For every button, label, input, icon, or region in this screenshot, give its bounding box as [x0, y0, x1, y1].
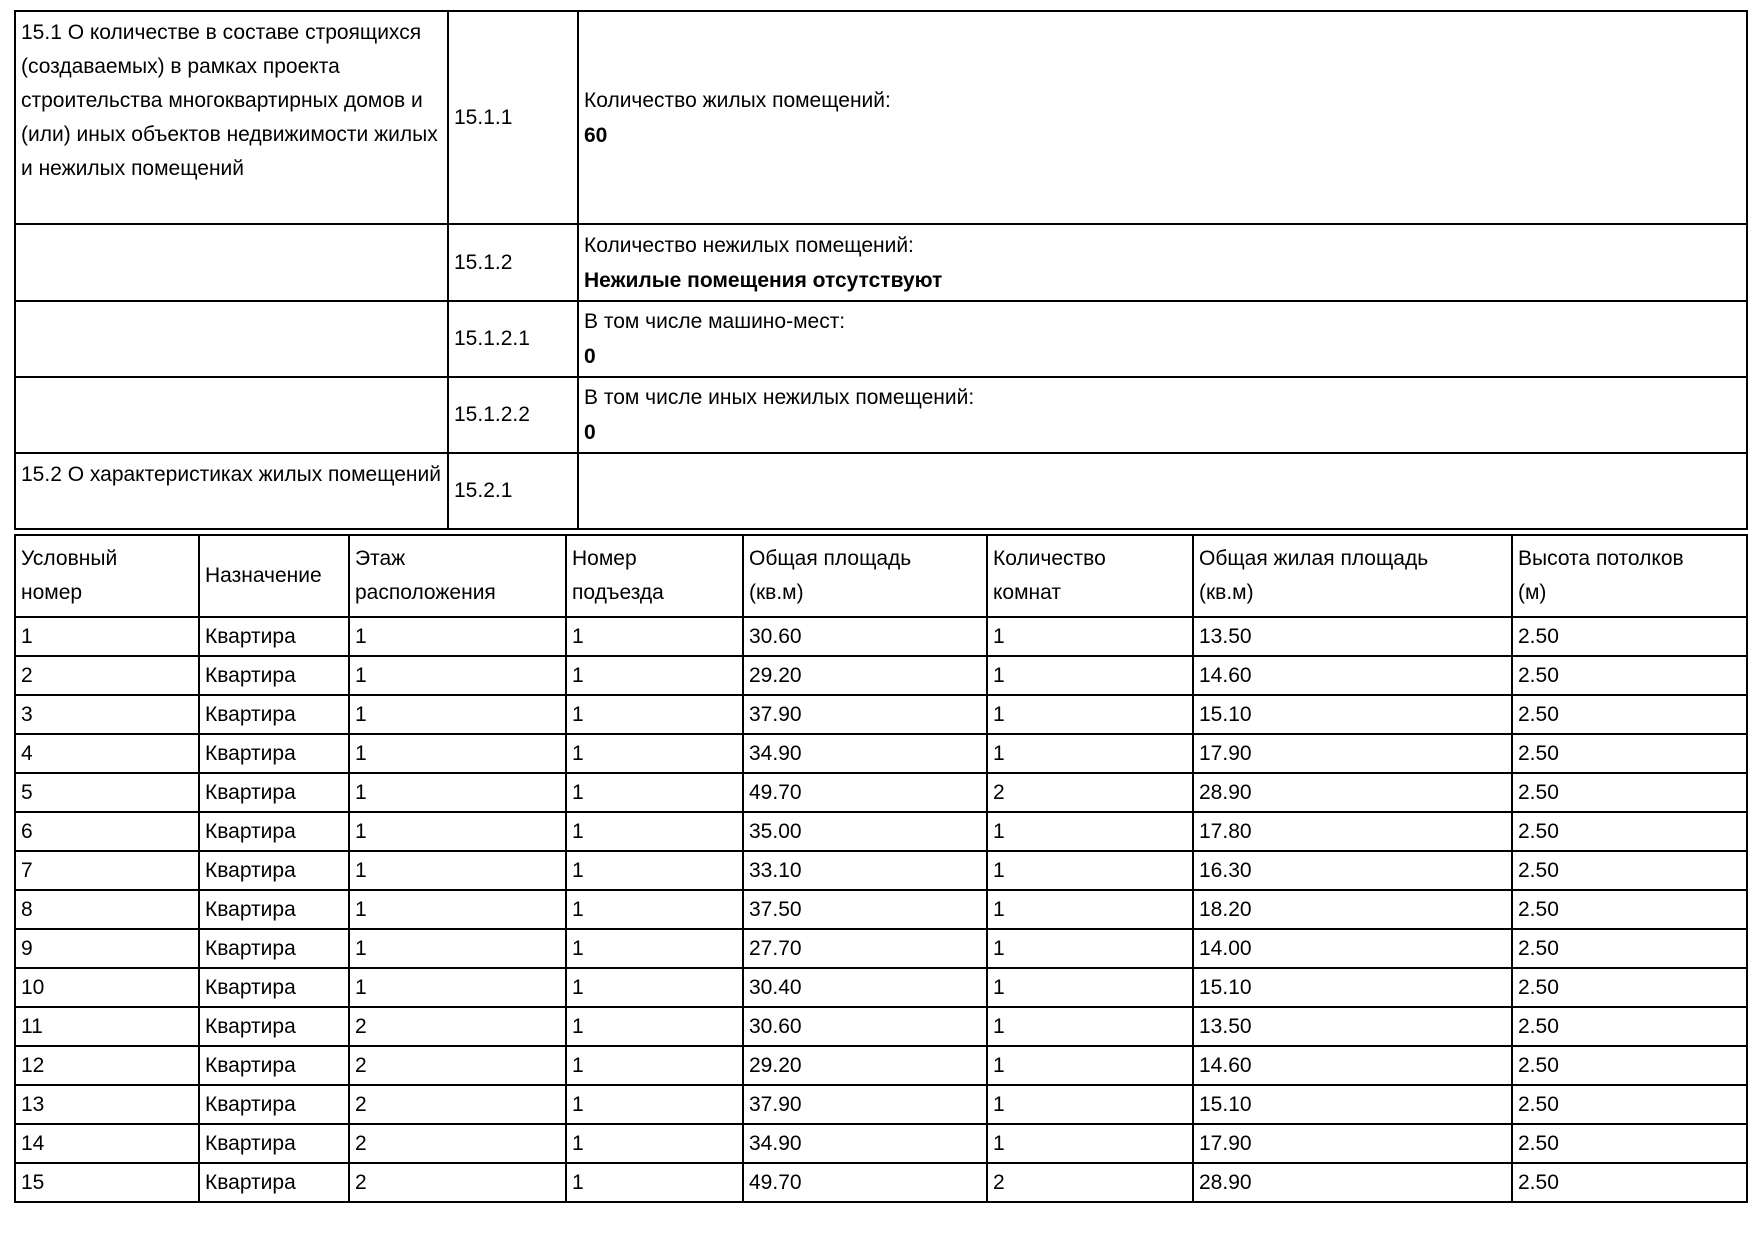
table-row — [15, 812, 1747, 851]
table-cell: 5 — [15, 773, 199, 812]
table-cell: 1 — [987, 695, 1193, 734]
table-cell: Квартира — [199, 1046, 349, 1085]
table-cell: 14.00 — [1193, 929, 1512, 968]
table-cell: Квартира — [199, 929, 349, 968]
table-row — [15, 734, 1747, 773]
table-row — [15, 968, 1747, 1007]
value-cell — [578, 301, 1747, 377]
table-cell: 1 — [566, 695, 743, 734]
table-row — [15, 617, 1747, 656]
field-label: В том числе иных нежилых помещений: — [584, 386, 975, 409]
table-cell: Квартира — [199, 1085, 349, 1124]
table-cell: 30.40 — [743, 968, 987, 1007]
header-label: Высота потолков (м) — [1518, 547, 1684, 604]
table-cell: 2 — [349, 1163, 566, 1202]
section-title-cell — [15, 224, 448, 301]
value-cell — [578, 11, 1747, 224]
header-label: Назначение — [205, 564, 322, 587]
table-row — [15, 890, 1747, 929]
table-cell: Квартира — [199, 656, 349, 695]
table-cell: 2.50 — [1512, 1007, 1747, 1046]
table-cell: 15 — [15, 1163, 199, 1202]
table-cell: 13.50 — [1193, 1007, 1512, 1046]
field-label: Количество нежилых помещений: — [584, 233, 914, 257]
table-cell: Квартира — [199, 617, 349, 656]
table-row — [15, 1085, 1747, 1124]
table-cell: 1 — [349, 734, 566, 773]
table-cell: 1 — [15, 617, 199, 656]
table-cell: 2 — [349, 1046, 566, 1085]
table-cell: 27.70 — [743, 929, 987, 968]
table-cell: 15.10 — [1193, 968, 1512, 1007]
code-cell: 15.1.2.2 — [448, 377, 578, 453]
table-cell: 1 — [987, 851, 1193, 890]
table-cell: 1 — [349, 656, 566, 695]
table-cell: 13.50 — [1193, 617, 1512, 656]
header-label: Количество комнат — [993, 547, 1106, 604]
table-cell: 2.50 — [1512, 773, 1747, 812]
table-cell: 1 — [566, 1007, 743, 1046]
table-row — [15, 773, 1747, 812]
table-row — [15, 656, 1747, 695]
table-cell: 2.50 — [1512, 1085, 1747, 1124]
table-cell: 30.60 — [743, 617, 987, 656]
table-cell: 1 — [566, 773, 743, 812]
table-cell: 1 — [349, 851, 566, 890]
header-cell-rooms — [987, 535, 1193, 617]
table-cell: 1 — [566, 1046, 743, 1085]
table-cell: Квартира — [199, 695, 349, 734]
field-value: 0 — [584, 345, 596, 368]
table-cell: 1 — [349, 812, 566, 851]
table-cell: Квартира — [199, 812, 349, 851]
info-row — [15, 453, 1747, 529]
info-row — [15, 11, 1747, 224]
table-row — [15, 1124, 1747, 1163]
table-cell: 17.90 — [1193, 1124, 1512, 1163]
table-cell: 10 — [15, 968, 199, 1007]
table-cell: 30.60 — [743, 1007, 987, 1046]
table-cell: 1 — [987, 1007, 1193, 1046]
table-cell: 1 — [987, 656, 1193, 695]
table-cell: 6 — [15, 812, 199, 851]
table-cell: 12 — [15, 1046, 199, 1085]
table-cell: 29.20 — [743, 656, 987, 695]
table-cell: 1 — [566, 1124, 743, 1163]
header-cell-entrance — [566, 535, 743, 617]
table-cell: 1 — [987, 617, 1193, 656]
table-cell: 1 — [987, 1124, 1193, 1163]
field-value: 60 — [584, 123, 608, 147]
apartments-tbody — [15, 617, 1747, 1202]
table-cell: Квартира — [199, 890, 349, 929]
table-cell: 1 — [566, 929, 743, 968]
table-cell: 15.10 — [1193, 1085, 1512, 1124]
table-cell: 11 — [15, 1007, 199, 1046]
table-cell: 2.50 — [1512, 968, 1747, 1007]
table-cell: 2 — [349, 1007, 566, 1046]
table-cell: 1 — [987, 929, 1193, 968]
table-cell: 1 — [987, 812, 1193, 851]
table-cell: Квартира — [199, 851, 349, 890]
table-cell: 1 — [566, 617, 743, 656]
table-cell: 2.50 — [1512, 812, 1747, 851]
code-cell: 15.1.2.1 — [448, 301, 578, 377]
table-cell: 34.90 — [743, 734, 987, 773]
table-cell: Квартира — [199, 773, 349, 812]
header-label: Этаж расположения — [355, 547, 496, 604]
table-cell: 29.20 — [743, 1046, 987, 1085]
header-cell-purpose — [199, 535, 349, 617]
table-cell: Квартира — [199, 1163, 349, 1202]
table-cell: 34.90 — [743, 1124, 987, 1163]
table-row — [15, 929, 1747, 968]
header-cell-living-area — [1193, 535, 1512, 617]
apartments-table — [14, 534, 1748, 1203]
table-cell: 15.10 — [1193, 695, 1512, 734]
table-cell: Квартира — [199, 1007, 349, 1046]
table-cell: 28.90 — [1193, 1163, 1512, 1202]
value-cell — [578, 377, 1747, 453]
table-cell: 1 — [566, 890, 743, 929]
field-label: В том числе машино-мест: — [584, 310, 846, 333]
table-cell: 18.20 — [1193, 890, 1512, 929]
table-cell: 28.90 — [1193, 773, 1512, 812]
table-cell: 37.90 — [743, 695, 987, 734]
code-cell: 15.1.2 — [448, 224, 578, 301]
section-title-cell — [15, 301, 448, 377]
table-cell: 8 — [15, 890, 199, 929]
table-cell: 2.50 — [1512, 1163, 1747, 1202]
table-cell: 4 — [15, 734, 199, 773]
table-cell: 2.50 — [1512, 929, 1747, 968]
table-cell: 49.70 — [743, 1163, 987, 1202]
table-cell: 2 — [987, 773, 1193, 812]
table-cell: 2.50 — [1512, 695, 1747, 734]
table-cell: 3 — [15, 695, 199, 734]
table-cell: 2.50 — [1512, 1046, 1747, 1085]
table-cell: 1 — [566, 734, 743, 773]
table-cell: 1 — [349, 890, 566, 929]
header-label: Условный номер — [21, 547, 118, 604]
header-label: Номер подъезда — [572, 547, 664, 604]
table-cell: 14 — [15, 1124, 199, 1163]
table-cell: 1 — [987, 1085, 1193, 1124]
table-cell: 35.00 — [743, 812, 987, 851]
table-cell: 1 — [987, 890, 1193, 929]
table-cell: 1 — [987, 734, 1193, 773]
table-cell: 1 — [566, 656, 743, 695]
header-cell-floor — [349, 535, 566, 617]
table-cell: 14.60 — [1193, 656, 1512, 695]
table-cell: 1 — [566, 968, 743, 1007]
table-cell: 9 — [15, 929, 199, 968]
table-row — [15, 1046, 1747, 1085]
table-cell: 2.50 — [1512, 734, 1747, 773]
table-cell: 33.10 — [743, 851, 987, 890]
header-label: Общая площадь (кв.м) — [749, 547, 912, 604]
field-value: 0 — [584, 421, 596, 444]
table-cell: 2 — [349, 1124, 566, 1163]
table-cell: 1 — [349, 929, 566, 968]
table-row — [15, 851, 1747, 890]
header-cell-total-area — [743, 535, 987, 617]
table-cell: 37.90 — [743, 1085, 987, 1124]
table-cell: Квартира — [199, 1124, 349, 1163]
code-cell: 15.1.1 — [448, 11, 578, 224]
table-cell: 2.50 — [1512, 617, 1747, 656]
info-row — [15, 301, 1747, 377]
table-cell: 1 — [566, 851, 743, 890]
field-label: Количество жилых помещений: — [584, 88, 891, 112]
info-table — [14, 10, 1748, 530]
header-cell-ceiling-height — [1512, 535, 1747, 617]
table-cell: 2.50 — [1512, 890, 1747, 929]
table-cell: 1 — [987, 968, 1193, 1007]
table-cell: 49.70 — [743, 773, 987, 812]
field-value: Нежилые помещения отсутствуют — [584, 268, 943, 292]
table-row — [15, 695, 1747, 734]
table-cell: 37.50 — [743, 890, 987, 929]
info-row — [15, 224, 1747, 301]
table-cell: 2.50 — [1512, 656, 1747, 695]
table-cell: 1 — [349, 773, 566, 812]
table-row — [15, 1007, 1747, 1046]
table-cell: 2.50 — [1512, 1124, 1747, 1163]
section-title-cell: 15.1 О количестве в составе строящихся (создаваемых) в рамках проекта строительства многоквартирных домов и (или) иных объектов недвижимости жилых и нежилых помещений — [15, 11, 448, 224]
table-row — [15, 1163, 1747, 1202]
value-cell — [578, 453, 1747, 529]
table-cell: 2.50 — [1512, 851, 1747, 890]
table-cell: 1 — [566, 1085, 743, 1124]
table-cell: 17.80 — [1193, 812, 1512, 851]
table-cell: 13 — [15, 1085, 199, 1124]
header-cell-unit-number — [15, 535, 199, 617]
header-label: Общая жилая площадь (кв.м) — [1199, 547, 1429, 604]
table-cell: 17.90 — [1193, 734, 1512, 773]
table-cell: 14.60 — [1193, 1046, 1512, 1085]
table-cell: 2 — [15, 656, 199, 695]
section-title-cell — [15, 377, 448, 453]
apartments-header-row — [15, 535, 1747, 617]
table-cell: 16.30 — [1193, 851, 1512, 890]
table-cell: 1 — [349, 968, 566, 1007]
section-title-cell: 15.2 О характеристиках жилых помещений — [15, 453, 448, 529]
table-cell: 1 — [566, 1163, 743, 1202]
table-cell: 1 — [349, 695, 566, 734]
table-cell: 1 — [987, 1046, 1193, 1085]
table-cell: 7 — [15, 851, 199, 890]
table-cell: Квартира — [199, 968, 349, 1007]
table-cell: 2 — [987, 1163, 1193, 1202]
value-cell — [578, 224, 1747, 301]
table-cell: Квартира — [199, 734, 349, 773]
info-row — [15, 377, 1747, 453]
code-cell: 15.2.1 — [448, 453, 578, 529]
table-cell: 1 — [566, 812, 743, 851]
table-cell: 2 — [349, 1085, 566, 1124]
table-cell: 1 — [349, 617, 566, 656]
